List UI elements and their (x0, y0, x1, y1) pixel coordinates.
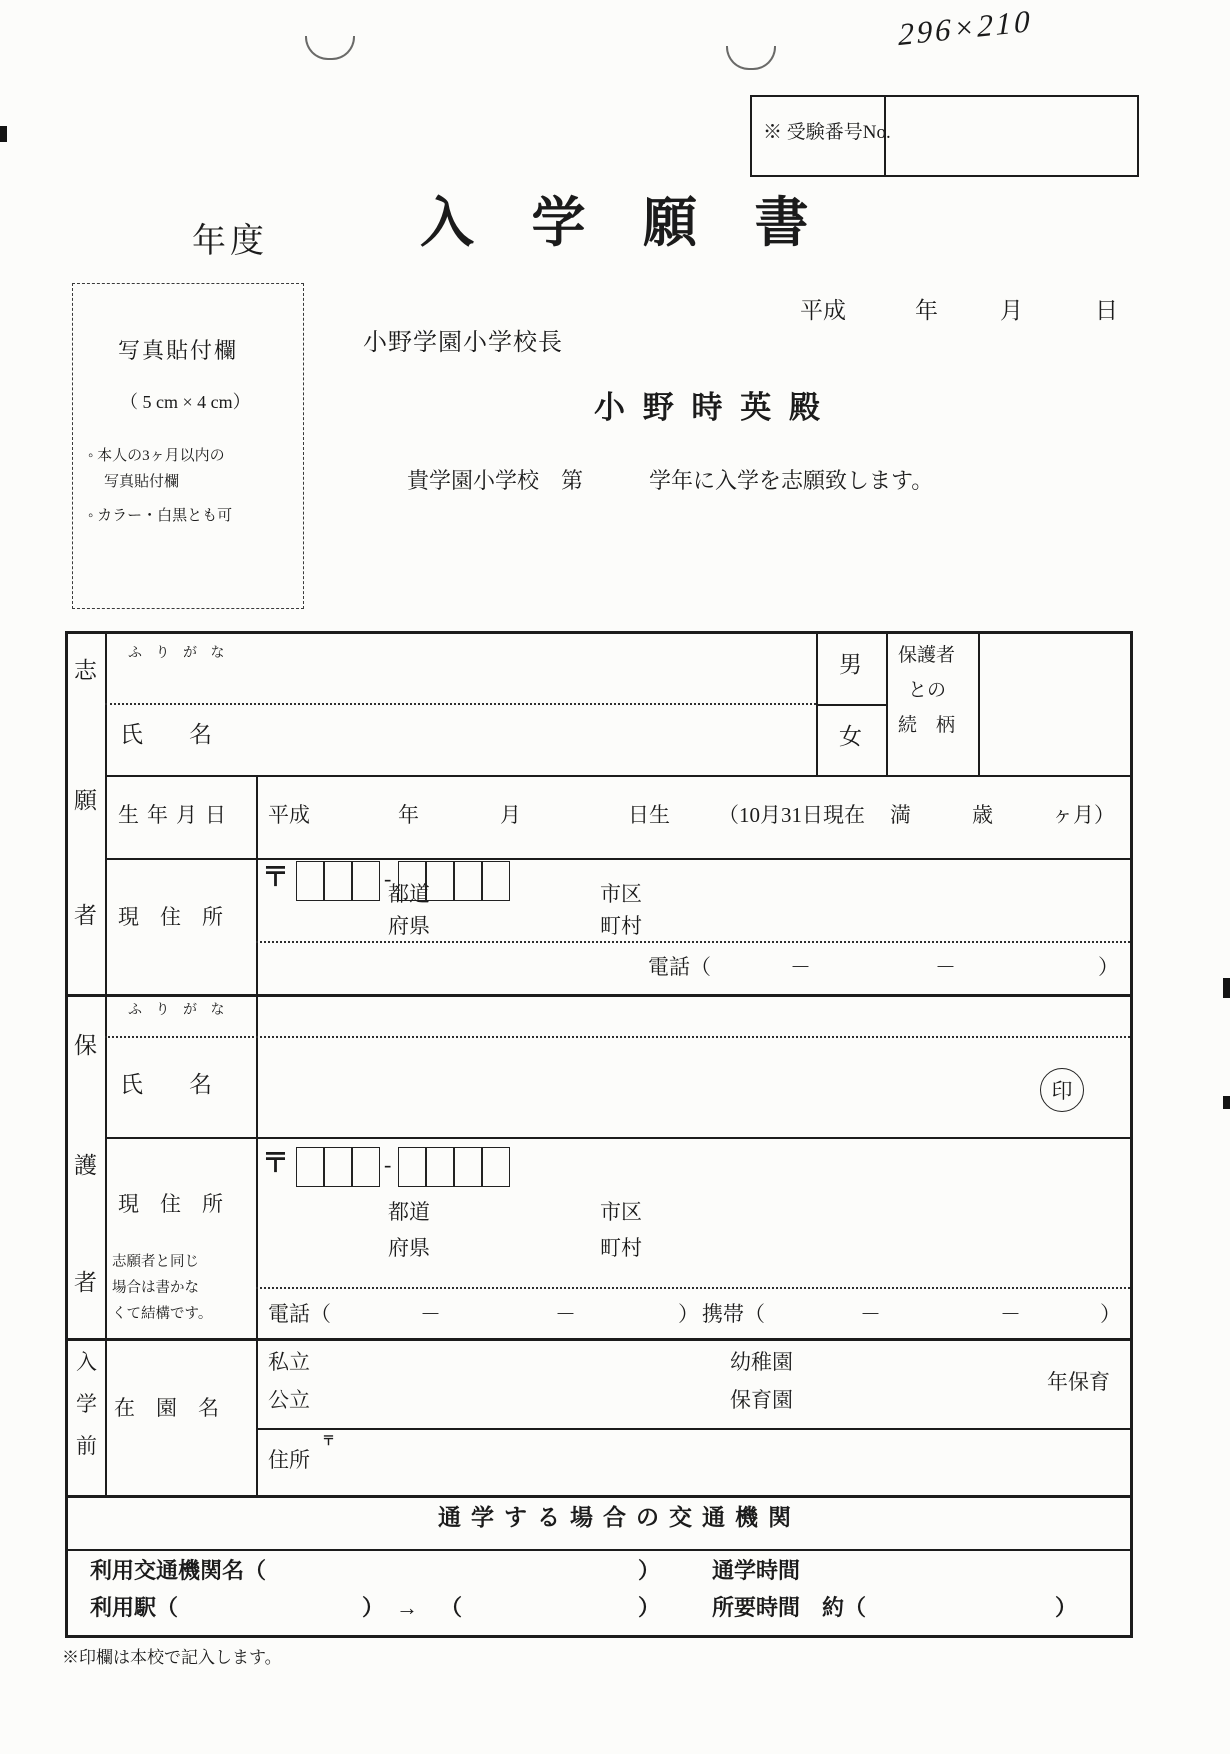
punch-notch (305, 36, 355, 60)
row-line (256, 1428, 1133, 1430)
table-border (65, 994, 1133, 997)
scan-speck (1223, 1096, 1230, 1109)
photo-note-1b: 写真貼付欄 (104, 474, 180, 490)
postal-dash: - (384, 866, 392, 891)
prefecture-label-2: 府県 (388, 1236, 430, 1260)
postal-digit-box (482, 1147, 510, 1187)
birthdate-day: 日生 (628, 803, 670, 827)
duration-label: 所要時間 約（ (712, 1595, 867, 1620)
row-line (105, 775, 1133, 777)
birthdate-label: 生年月日 (118, 803, 234, 827)
table-border (65, 631, 68, 1638)
mobile-dash: － (1000, 1302, 1021, 1326)
relation-column-line (886, 631, 888, 775)
scan-speck (1223, 978, 1230, 998)
relation-label: との (908, 680, 947, 701)
section-label-guardian: 者 (74, 1270, 97, 1295)
photo-box-title: 写真貼付欄 (118, 338, 239, 363)
sex-divider-line (816, 704, 886, 706)
furigana-dotted-line (105, 1036, 1130, 1038)
city-label-1: 市区 (600, 1200, 642, 1224)
prefecture-label-1: 都道 (388, 882, 430, 906)
table-line (65, 1549, 1133, 1551)
phone-dash: － (555, 1302, 576, 1326)
commute-time-label: 通学時間 (712, 1558, 801, 1583)
sex-column-line (816, 631, 818, 775)
station-close: ） (638, 1595, 661, 1620)
postal-digit-box (352, 861, 380, 901)
preschool-address-label: 住所 (268, 1448, 310, 1472)
guardian-address-note: 志願者と同じ (112, 1254, 199, 1270)
postal-digit-box (352, 1147, 380, 1187)
mobile-label: 携帯（ (702, 1302, 765, 1326)
station-open: （ (440, 1595, 463, 1620)
phone-dash: － (420, 1302, 441, 1326)
section-label-guardian: 保 (74, 1033, 97, 1058)
postal-digit-box (482, 861, 510, 901)
date-era: 平成 (800, 298, 846, 323)
table-border (65, 1338, 1133, 1341)
postal-digit-box (296, 1147, 324, 1187)
relation-label: 続 柄 (898, 715, 956, 736)
label-column-line (256, 775, 258, 1497)
transport-name-close: ） (638, 1558, 661, 1583)
table-border (65, 631, 1133, 634)
phone-label: 電話（ (268, 1302, 331, 1326)
guardian-furigana-label: ふ り が な (128, 1003, 230, 1018)
photo-note-2: ◦ カラー・白黒とも可 (88, 508, 233, 524)
exam-number-label: ※ 受験番号No. (763, 122, 891, 143)
applicant-address-label: 現 住 所 (118, 905, 223, 929)
postal-dash: - (384, 1152, 392, 1177)
mobile-close: ） (1100, 1302, 1121, 1326)
postal-digit-box (324, 861, 352, 901)
section-label-applicant: 願 (74, 788, 97, 813)
private-label: 私立 (268, 1350, 310, 1374)
postal-digit-box (426, 1147, 454, 1187)
guardian-address-label: 現 住 所 (118, 1192, 223, 1216)
postal-digit-box (454, 861, 482, 901)
birthdate-asof: （10月31日現在 (718, 803, 865, 827)
sex-male-label: 男 (839, 652, 862, 677)
postal-digit-box (324, 1147, 352, 1187)
birthdate-age: 歳 (972, 803, 993, 827)
station-label: 利用駅（ (90, 1595, 179, 1620)
pledge-sentence: 貴学園小学校 第 学年に入学を志願致します。 (407, 468, 934, 493)
postal-digit-box (454, 1147, 482, 1187)
seal-mark (1040, 1068, 1084, 1112)
page-title: 入 学 願 書 (420, 193, 831, 253)
photo-note-1: ◦ 本人の3ヶ月以内の (88, 448, 225, 464)
guardian-address-note: 場合は書かな (112, 1280, 199, 1296)
birthdate-full: 満 (890, 803, 911, 827)
nursery-label: 保育園 (730, 1388, 793, 1412)
applicant-furigana-label: ふ り が な (128, 646, 230, 661)
public-label: 公立 (268, 1388, 310, 1412)
applicant-name-label: 氏 名 (120, 722, 212, 747)
postal-digit-box (398, 1147, 426, 1187)
handwritten-paper-size: 296×210 (898, 2, 1033, 53)
guardian-name-label: 氏 名 (120, 1072, 212, 1097)
birthdate-months: ヶ月） (1052, 803, 1115, 827)
city-label-2: 町村 (600, 1236, 642, 1260)
section-label-preschool: 学 (76, 1392, 97, 1416)
section-label-applicant: 志 (74, 658, 97, 683)
section-label-preschool: 入 (76, 1350, 97, 1374)
phone-label: 電話（ (648, 955, 711, 979)
furigana-dotted-line (105, 703, 816, 705)
footnote: ※印欄は本校で記入します。 (62, 1648, 282, 1667)
section-label-preschool: 前 (76, 1434, 97, 1458)
table-border (65, 1635, 1133, 1638)
row-line (105, 858, 1133, 860)
seal-character: 印 (1051, 1079, 1073, 1103)
table-border (1130, 631, 1133, 1638)
postal-mark-small: 〒 (322, 1433, 336, 1448)
arrow-icon: → (396, 1595, 418, 1620)
years-of-care-label: 年保育 (1047, 1370, 1110, 1394)
postal-mark: 〒 (262, 1148, 289, 1178)
table-border (65, 1495, 1133, 1498)
mobile-dash: － (860, 1302, 881, 1326)
row-line (105, 1137, 1133, 1139)
station-close: ） (362, 1595, 385, 1620)
section-label-applicant: 者 (74, 903, 97, 928)
postal-digit-box (296, 861, 324, 901)
scan-speck (0, 126, 7, 142)
date-year: 年 (915, 298, 938, 323)
phone-close: ） (678, 1302, 699, 1326)
punch-notch (726, 46, 776, 70)
phone-dash: － (935, 955, 956, 979)
guardian-address-note: くて結構です。 (112, 1306, 213, 1322)
birthdate-era: 平成 (268, 803, 310, 827)
city-label-2: 町村 (600, 914, 642, 938)
postal-mark: 〒 (262, 862, 289, 892)
transport-name-label: 利用交通機関名（ (90, 1558, 267, 1583)
phone-dash: － (790, 955, 811, 979)
section-column-line (105, 631, 107, 1497)
addressee-school-head: 小野学園小学校長 (363, 330, 563, 356)
school-year-label: 年度 (192, 223, 268, 260)
date-month: 月 (1000, 298, 1023, 323)
birthdate-month: 月 (500, 803, 521, 827)
duration-close: ） (1055, 1595, 1078, 1620)
phone-dotted-line (256, 941, 1130, 943)
photo-box-size: （ 5 cm × 4 cm） (120, 392, 251, 412)
right-column-line (978, 631, 980, 775)
addressee-name: 小 野 時 英 殿 (594, 390, 825, 425)
birthdate-year: 年 (398, 803, 419, 827)
section-label-guardian: 護 (74, 1153, 97, 1178)
photo-attachment-box (72, 283, 304, 609)
commute-header: 通学する場合の交通機関 (438, 1505, 801, 1530)
phone-dotted-line (256, 1287, 1130, 1289)
phone-close: ） (1098, 955, 1119, 979)
postal-digit-box (426, 861, 454, 901)
city-label-1: 市区 (600, 882, 642, 906)
prefecture-label-2: 府県 (388, 914, 430, 938)
sex-female-label: 女 (839, 724, 862, 749)
relation-label: 保護者 (898, 645, 956, 666)
date-day: 日 (1095, 298, 1118, 323)
prefecture-label-1: 都道 (388, 1200, 430, 1224)
kindergarten-label: 幼稚園 (730, 1350, 793, 1374)
kindergarten-name-label: 在 園 名 (114, 1396, 219, 1420)
